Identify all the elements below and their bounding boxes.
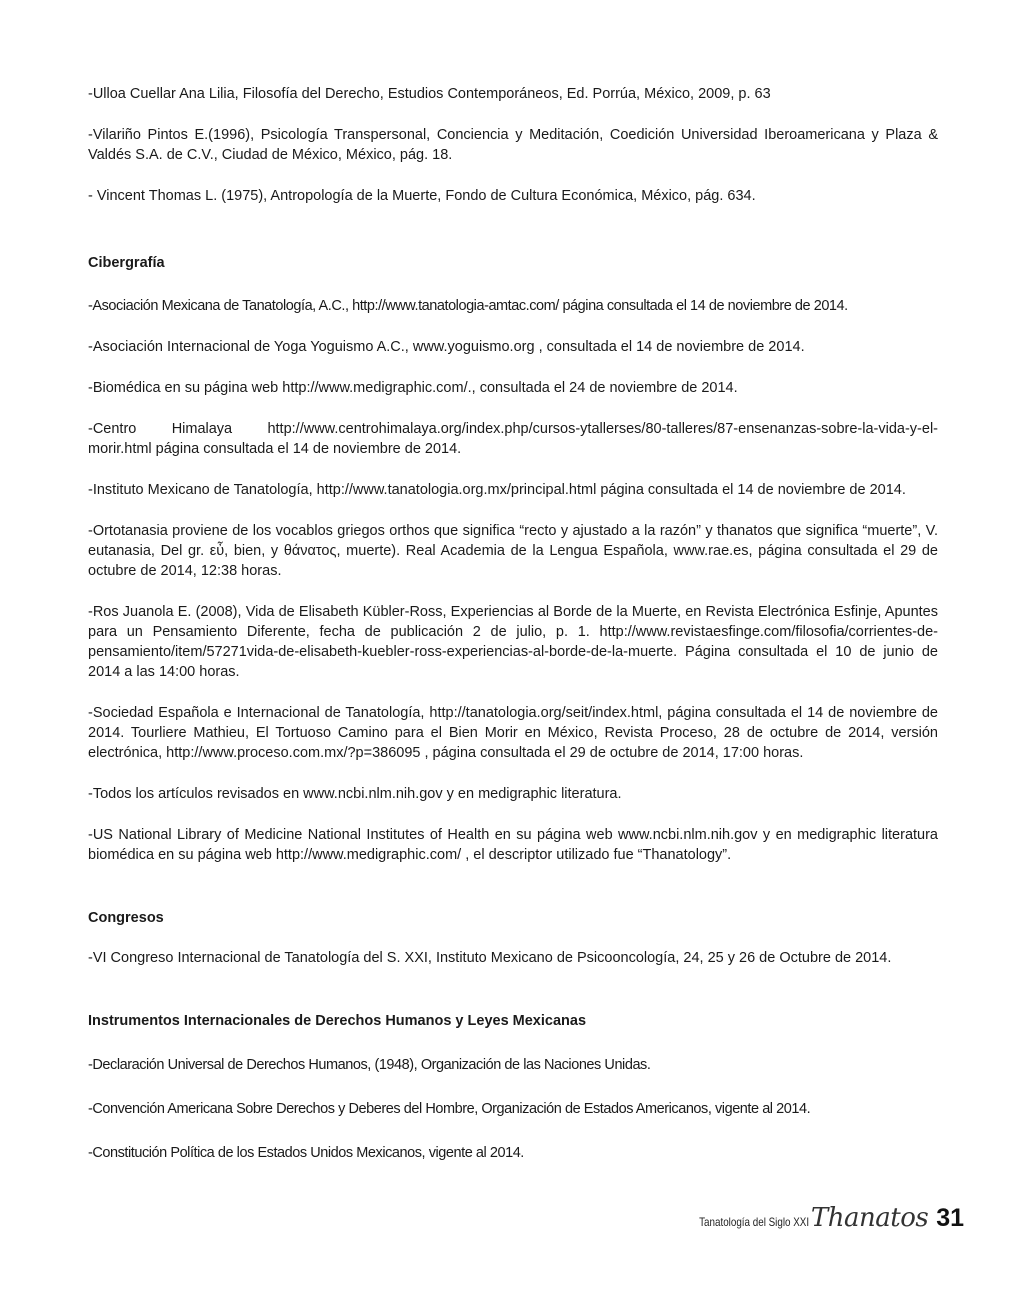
section-heading-instrumentos: Instrumentos Internacionales de Derechos Humanos y Leyes Mexicanas	[88, 1013, 587, 1029]
thanatos-logo: Thanatos	[810, 1203, 929, 1233]
section-heading-cibergrafia: Cibergrafía	[88, 255, 165, 271]
reference-entry: -Centro Himalaya http://www.centrohimalaya.org/index.php/cursos-ytallerses/80-talleres/87-ensenanzas-sobre-la-vida-y-el-morir.html página consultada el 14 de noviembre de 2014.	[88, 421, 938, 457]
reference-entry: -Sociedad Española e Internacional de Tanatología, http://tanatologia.org/seit/index.html, página consultada el 14 de noviembre de 2014. Tourliere Mathieu, El Tortuoso Camino para el Bien Morir en México, Revista Proceso, 28 de octubre de 2014, versión electrónica, http://www.proceso.com.mx/?p=386095 , página consultada el 29 de octubre de 2014, 17:00 horas.	[88, 705, 938, 761]
reference-entry: - Vincent Thomas L. (1975), Antropología de la Muerte, Fondo de Cultura Económica, México, pág. 634.	[88, 188, 756, 204]
reference-entry: -Vilariño Pintos E.(1996), Psicología Transpersonal, Conciencia y Meditación, Coedición Universidad Iberoamericana y Plaza & Valdés S.A. de C.V., Ciudad de México, México, pág. 18.	[88, 127, 938, 163]
reference-entry: -Ulloa Cuellar Ana Lilia, Filosofía del Derecho, Estudios Contemporáneos, Ed. Porrúa, México, 2009, p. 63	[88, 86, 771, 102]
references-page	[88, 84, 938, 1163]
section-heading-congresos: Congresos	[88, 910, 164, 926]
reference-entry: -Declaración Universal de Derechos Humanos, (1948), Organización de las Naciones Unidas.	[88, 1057, 651, 1073]
page-number: 31	[936, 1204, 964, 1232]
reference-entry: -Asociación Internacional de Yoga Yoguismo A.C., www.yoguismo.org , consultada el 14 de noviembre de 2014.	[88, 339, 805, 355]
reference-entry: -VI Congreso Internacional de Tanatología del S. XXI, Instituto Mexicano de Psicooncología, 24, 25 y 26 de Octubre de 2014.	[88, 950, 892, 966]
reference-entry: -Ortotanasia proviene de los vocablos griegos orthos que significa “recto y ajustado a la razón” y thanatos que significa “muerte”, V. eutanasia, Del gr. εὖ, bien, y θάνατος, muerte). Real Academia de la Lengua Española, www.rae.es, página consultada el 29 de octubre de 2014, 12:38 horas.	[88, 523, 938, 579]
reference-entry: -Constitución Política de los Estados Unidos Mexicanos, vigente al 2014.	[88, 1145, 524, 1161]
reference-entry: -US National Library of Medicine National Institutes of Health en su página web www.ncbi.nlm.nih.gov y en medigraphic literatura biomédica en su página web http://www.medigraphic.com/ , el descriptor utilizado fue “Thanatology”.	[88, 827, 938, 863]
reference-entry: -Asociación Mexicana de Tanatología, A.C., http://www.tanatologia-amtac.com/ página consultada el 14 de noviembre de 2014.	[88, 298, 848, 314]
reference-entry: -Todos los artículos revisados en www.ncbi.nlm.nih.gov y en medigraphic literatura.	[88, 786, 622, 802]
reference-entry: -Ros Juanola E. (2008), Vida de Elisabeth Kübler-Ross, Experiencias al Borde de la Muerte, en Revista Electrónica Esfinje, Apuntes para un Pensamiento Diferente, fecha de publicación 2 de julio, p. 1. http://www.revistaesfinge.com/filosofia/corrientes-de-pensamiento/item/57271vida-de-elisabeth-kuebler-ross-experiencias-al-borde-de-la-muerte. Página consultada el 10 de junio de 2014 a las 14:00 horas.	[88, 604, 938, 680]
reference-entry: -Instituto Mexicano de Tanatología, http://www.tanatologia.org.mx/principal.html página consultada el 14 de noviembre de 2014.	[88, 482, 906, 498]
reference-entry: -Convención Americana Sobre Derechos y Deberes del Hombre, Organización de Estados Americanos, vigente al 2014.	[88, 1101, 811, 1117]
reference-entry: -Biomédica en su página web http://www.medigraphic.com/., consultada el 24 de noviembre de 2014.	[88, 380, 738, 396]
page-footer	[675, 1204, 964, 1233]
journal-name: Tanatología del Siglo XXI	[698, 1215, 809, 1229]
